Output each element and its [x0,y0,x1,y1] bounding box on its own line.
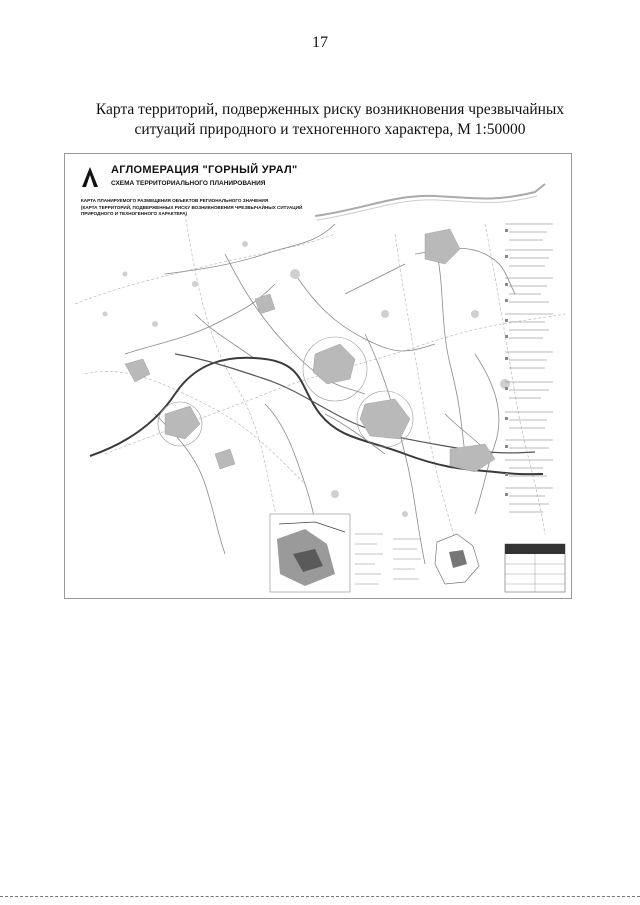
settlement [425,229,460,264]
regional-inset [435,534,479,584]
settlement [381,310,389,318]
map-caption [70,100,590,140]
boundary-line [317,196,537,220]
map-title: АГЛОМЕРАЦИЯ "ГОРНЫЙ УРАЛ" [111,164,298,176]
settlement [331,490,339,498]
settlement [165,406,200,439]
territory-map [64,153,572,599]
title-stamp [505,544,565,592]
settlement [360,399,410,439]
map-description: КАРТА ПЛАНИРУЕМОГО РАЗМЕЩЕНИЯ ОБЪЕКТОВ РЕГИОНАЛЬНОГО ЗНАЧЕНИЯ (КАРТА ТЕРРИТОРИЙ, ПОДВЕРЖЕННЫХ РИСКУ ВОЗНИКНОВЕНИЯ ЧРЕЗВЫЧАЙНЫХ СИТУАЦИЙ ПРИРОДНОГО И ТЕХНОГЕННОГО ХАРАКТЕРА) [81,198,303,217]
district-border [185,214,285,554]
road [295,274,435,351]
settlement [313,344,355,384]
legend-swatches [505,229,508,496]
legend [505,224,553,512]
map-subtitle: СХЕМА ТЕРРИТОРИАЛЬНОГО ПЛАНИРОВАНИЯ [111,180,266,187]
road [365,334,425,564]
settlement [290,269,300,279]
district-border [485,224,545,534]
page-number: 17 [312,34,328,51]
road [345,264,405,294]
road [155,414,225,554]
settlement [123,272,128,277]
page-bottom-rule [0,896,640,897]
settlement [125,359,150,382]
road [475,354,499,514]
settlement [242,241,248,247]
settlement [255,294,275,314]
map-drawing [65,154,571,598]
inset-legend [355,534,421,584]
caption-line-1: Карта территорий, подверженных риску возникновения чрезвычайных [95,101,565,118]
district-border [75,234,335,304]
settlement [471,310,479,318]
road [165,224,335,274]
settlement [192,281,198,287]
inset-map [270,514,350,592]
road [435,244,465,454]
district-border [395,234,465,574]
settlement [215,449,235,469]
settlement [152,321,158,327]
agglomeration-logo-icon [81,166,99,188]
settlement [103,312,108,317]
road [195,314,255,359]
settlement [402,511,408,517]
caption-line-2: ситуаций природного и техногенного характера, М 1:50000 [134,121,526,138]
